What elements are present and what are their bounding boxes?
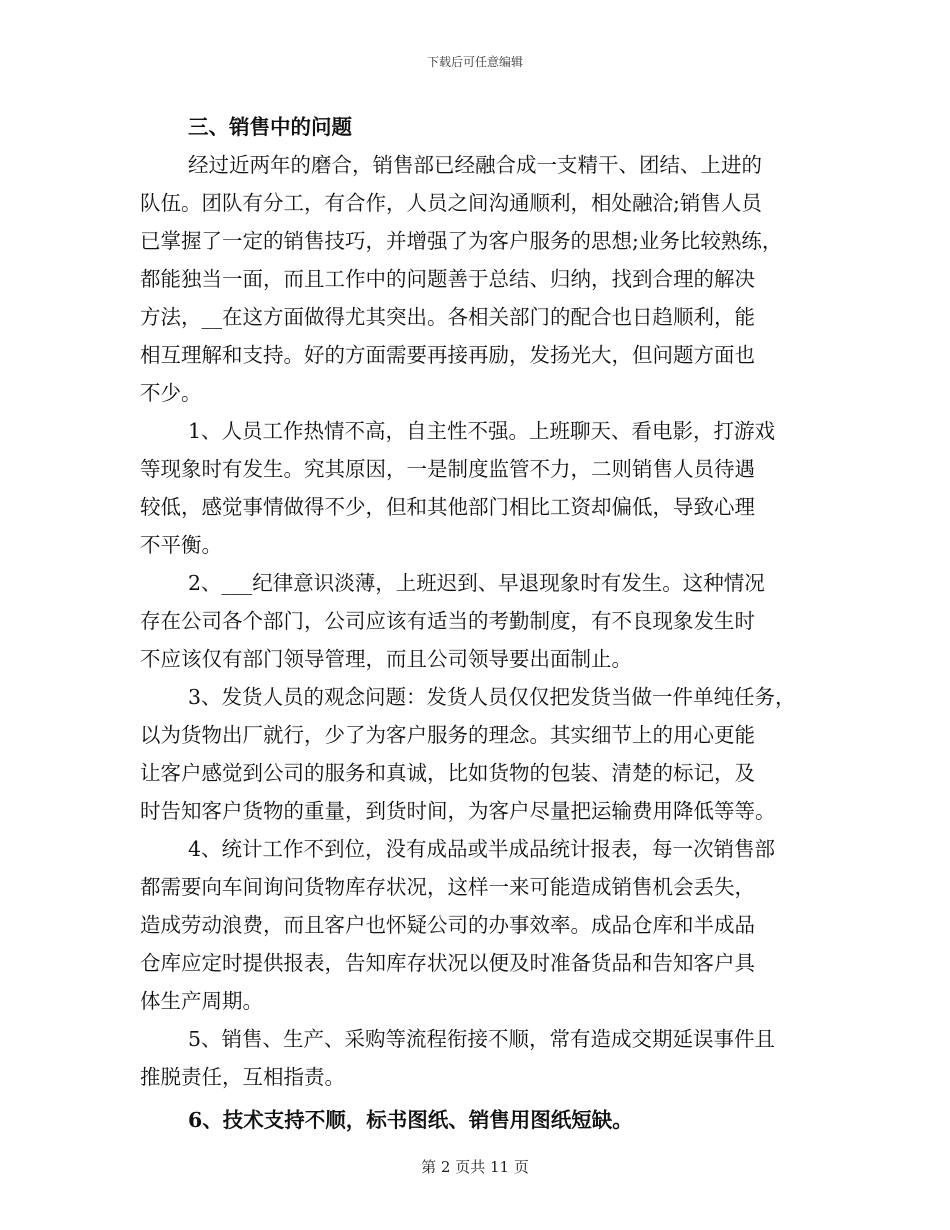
paragraph-line: 存在公司各个部门，公司应该有适当的考勤制度，有不良现象发生时 xyxy=(140,609,755,633)
paragraph-line: 较低，感觉事情做得不少，但和其他部门相比工资却偏低，导致心理 xyxy=(140,495,755,519)
page-footer: 第 2 页共 11 页 xyxy=(421,1158,529,1176)
document-body xyxy=(140,108,820,1139)
paragraph-line: 造成劳动浪费，而且客户也怀疑公司的办事效率。成品仓库和半成品 xyxy=(140,913,755,937)
paragraph-line: 不应该仅有部门领导管理，而且公司领导要出面制止。 xyxy=(140,647,632,671)
paragraph-line: 经过近两年的磨合，销售部已经融合成一支精干、团结、上进的 xyxy=(188,153,762,177)
item-5-paragraph xyxy=(140,1020,820,1096)
intro-paragraph xyxy=(140,146,820,412)
paragraph-line: 4、统计工作不到位，没有成品或半成品统计报表，每一次销售部 xyxy=(188,837,776,861)
section-heading: 三、销售中的问题 xyxy=(188,115,352,139)
item-6-heading: 6、技术支持不顺，标书图纸、销售用图纸短缺。 xyxy=(188,1108,633,1132)
item-4-paragraph xyxy=(140,830,820,1020)
paragraph-line: 体生产周期。 xyxy=(140,989,263,1013)
paragraph-line: 都需要向车间询问货物库存状况，这样一来可能造成销售机会丢失， xyxy=(140,875,755,899)
paragraph-line: 相互理解和支持。好的方面需要再接再励，发扬光大，但问题方面也 xyxy=(140,343,755,367)
page-header: 下载后可任意编辑 xyxy=(426,55,523,69)
paragraph-line: 不平衡。 xyxy=(140,533,222,557)
paragraph-line: 3、发货人员的观念问题：发货人员仅仅把发货当做一件单纯任务， xyxy=(188,685,796,709)
paragraph-line: 都能独当一面，而且工作中的问题善于总结、归纳，找到合理的解决 xyxy=(140,267,755,291)
item-1-paragraph xyxy=(140,412,820,564)
paragraph-line: 让客户感觉到公司的服务和真诚，比如货物的包装、清楚的标记，及 xyxy=(140,761,755,785)
paragraph-line: 推脱责任，互相指责。 xyxy=(140,1065,345,1089)
item-2-paragraph xyxy=(140,564,820,678)
paragraph-line: 2、___纪律意识淡薄，上班迟到、早退现象时有发生。这种情况 xyxy=(188,571,765,595)
paragraph-line: 不少。 xyxy=(140,381,202,405)
item-3-paragraph xyxy=(140,678,820,830)
paragraph-line: 已掌握了一定的销售技巧，并增强了为客户服务的思想;业务比较熟练， xyxy=(140,229,783,253)
paragraph-line: 等现象时有发生。究其原因，一是制度监管不力，二则销售人员待遇 xyxy=(140,457,755,481)
paragraph-line: 仓库应定时提供报表，告知库存状况以便及时准备货品和告知客户具 xyxy=(140,951,755,975)
paragraph-line: 1、人员工作热情不高，自主性不强。上班聊天、看电影，打游戏 xyxy=(188,419,776,443)
paragraph-line: 5、销售、生产、采购等流程衔接不顺，常有造成交期延误事件且 xyxy=(188,1027,776,1051)
paragraph-line: 以为货物出厂就行，少了为客户服务的理念。其实细节上的用心更能 xyxy=(140,723,755,747)
paragraph-line: 方法，__在这方面做得尤其突出。各相关部门的配合也日趋顺利，能 xyxy=(140,305,755,329)
paragraph-line: 队伍。团队有分工，有合作，人员之间沟通顺利，相处融洽;销售人员 xyxy=(140,191,762,215)
paragraph-line: 时告知客户货物的重量，到货时间，为客户尽量把运输费用降低等等。 xyxy=(140,799,776,823)
